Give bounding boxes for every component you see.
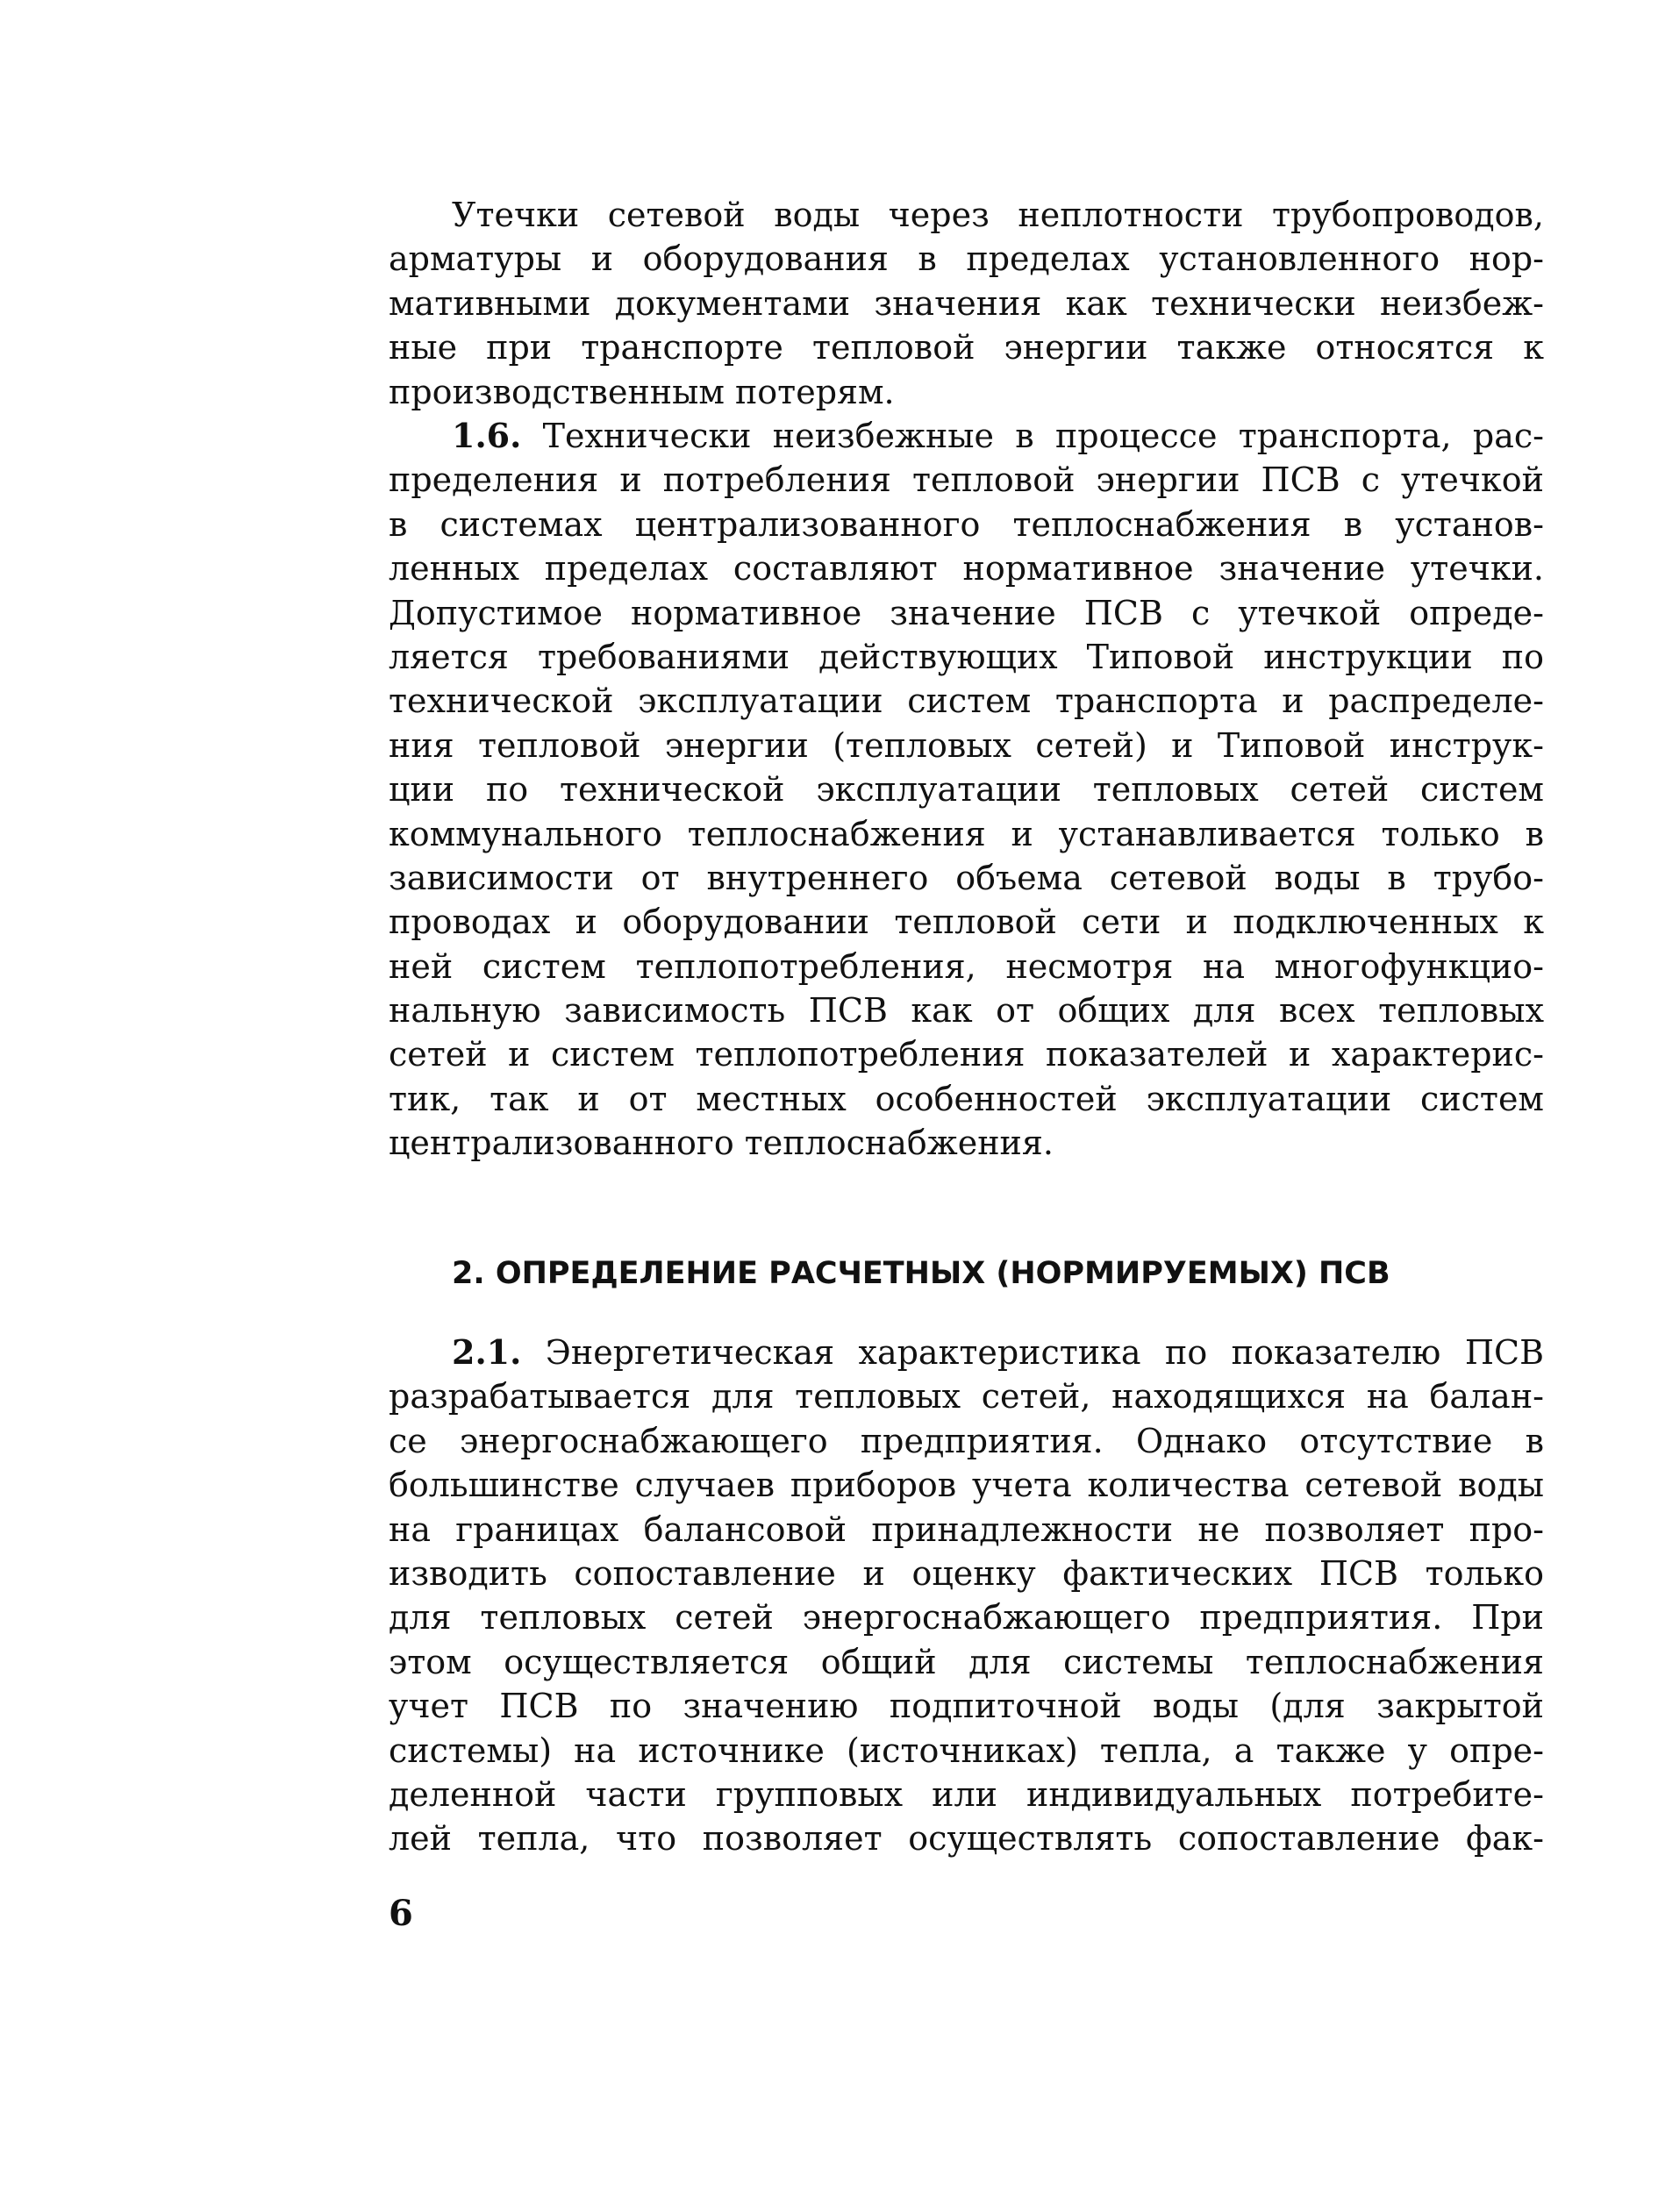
clause-number: 2.1. bbox=[452, 1332, 522, 1372]
line-text: мативными документами значения как технически неизбеж- bbox=[389, 283, 1544, 323]
line-text: ляется требованиями действующих Типовой инструкции по bbox=[389, 637, 1544, 676]
line-text: для тепловых сетей энергоснабжающего предприятия. При bbox=[389, 1598, 1544, 1638]
text-line bbox=[389, 988, 1544, 1032]
paragraph-leakage bbox=[389, 193, 1544, 414]
text-line bbox=[389, 591, 1544, 635]
paragraph-2-1 bbox=[389, 1331, 1544, 1861]
clause-number: 1.6. bbox=[452, 416, 522, 455]
text-line bbox=[389, 1816, 1544, 1860]
line-text: учет ПСВ по значению подпиточной воды (для закрытой bbox=[389, 1687, 1544, 1726]
line-text: этом осуществляется общий для системы теплоснабжения bbox=[389, 1642, 1544, 1681]
line-text: коммунального теплоснабжения и устанавливается только в bbox=[389, 814, 1544, 853]
text-line bbox=[389, 1121, 1544, 1165]
text-line bbox=[389, 1032, 1544, 1076]
text-line bbox=[389, 1331, 1544, 1374]
text-line bbox=[389, 1729, 1544, 1773]
line-text: технической эксплуатации систем транспорта и распределе- bbox=[389, 681, 1544, 721]
text-line bbox=[389, 546, 1544, 590]
text-line bbox=[389, 325, 1544, 369]
text-line bbox=[389, 945, 1544, 988]
line-text: деленной части групповых или индивидуальных потребите- bbox=[389, 1774, 1544, 1814]
page-number: 6 bbox=[389, 1893, 413, 1934]
text-line bbox=[389, 370, 1544, 414]
line-text: в системах централизованного теплоснабжения в установ- bbox=[389, 504, 1544, 544]
text-line bbox=[389, 635, 1544, 679]
line-text: пределения и потребления тепловой энергии ПСВ с утечкой bbox=[389, 460, 1544, 500]
line-text: системы) на источнике (источниках) тепла, а также у опре- bbox=[389, 1730, 1544, 1770]
line-text: централизованного теплоснабжения. bbox=[389, 1124, 1054, 1163]
line-text: ные при транспорте тепловой энергии также относятся к bbox=[389, 328, 1544, 367]
line-text: Утечки сетевой воды через неплотности трубопроводов, bbox=[452, 196, 1544, 234]
text-line bbox=[389, 724, 1544, 767]
text-line bbox=[389, 767, 1544, 811]
line-text: ния тепловой энергии (тепловых сетей) и Типовой инструк- bbox=[389, 725, 1544, 765]
text-line bbox=[389, 1077, 1544, 1121]
line-text: Энергетическая характеристика по показателю ПСВ bbox=[521, 1333, 1544, 1372]
text-line bbox=[389, 1640, 1544, 1684]
text-line bbox=[389, 1552, 1544, 1595]
line-text: нальную зависимость ПСВ как от общих для всех тепловых bbox=[389, 991, 1544, 1031]
line-text: проводах и оборудовании тепловой сети и подключенных к bbox=[389, 903, 1544, 942]
text-line bbox=[389, 812, 1544, 856]
text-line bbox=[389, 1595, 1544, 1639]
text-line bbox=[389, 1684, 1544, 1728]
text-line bbox=[389, 856, 1544, 900]
line-text: ленных пределах составляют нормативное значение утечки. bbox=[389, 549, 1544, 589]
line-text: ней систем теплопотребления, несмотря на многофункцио- bbox=[389, 946, 1544, 986]
line-text: тик, так и от местных особенностей эксплуатации систем bbox=[389, 1079, 1544, 1118]
text-line bbox=[389, 237, 1544, 281]
section-heading: 2. ОПРЕДЕЛЕНИЕ РАСЧЕТНЫХ (НОРМИРУЕМЫХ) ПСВ bbox=[452, 1256, 1390, 1291]
line-text: большинстве случаев приборов учета количества сетевой воды bbox=[389, 1466, 1544, 1505]
line-text: се энергоснабжающего предприятия. Однако отсутствие в bbox=[389, 1421, 1544, 1460]
line-text: разрабатывается для тепловых сетей, находящихся на балан- bbox=[389, 1377, 1544, 1416]
line-text: ции по технической эксплуатации тепловых сетей систем bbox=[389, 770, 1544, 810]
line-text: зависимости от внутреннего объема сетевой воды в трубо- bbox=[389, 858, 1544, 897]
line-text: сетей и систем теплопотребления показателей и характерис- bbox=[389, 1035, 1544, 1074]
text-line bbox=[389, 458, 1544, 502]
text-line bbox=[389, 1508, 1544, 1552]
text-line bbox=[389, 900, 1544, 944]
line-text: Допустимое нормативное значение ПСВ с утечкой опреде- bbox=[389, 593, 1544, 632]
line-text: изводить сопоставление и оценку фактических ПСВ только bbox=[389, 1553, 1544, 1593]
line-text: лей тепла, что позволяет осуществлять сопоставление фак- bbox=[389, 1819, 1544, 1859]
line-text: Технически неизбежные в процессе транспорта, рас- bbox=[521, 417, 1544, 455]
text-line bbox=[389, 1773, 1544, 1816]
text-line bbox=[389, 193, 1544, 237]
text-line bbox=[389, 503, 1544, 546]
line-text: арматуры и оборудования в пределах установленного нор- bbox=[389, 239, 1544, 279]
text-line bbox=[389, 414, 1544, 458]
text-line bbox=[389, 282, 1544, 325]
line-text: производственным потерям. bbox=[389, 372, 895, 411]
line-text: на границах балансовой принадлежности не позволяет про- bbox=[389, 1509, 1544, 1549]
text-line bbox=[389, 1374, 1544, 1418]
text-line bbox=[389, 1419, 1544, 1463]
text-line bbox=[389, 679, 1544, 723]
paragraph-1-6 bbox=[389, 414, 1544, 1166]
text-line bbox=[389, 1463, 1544, 1507]
